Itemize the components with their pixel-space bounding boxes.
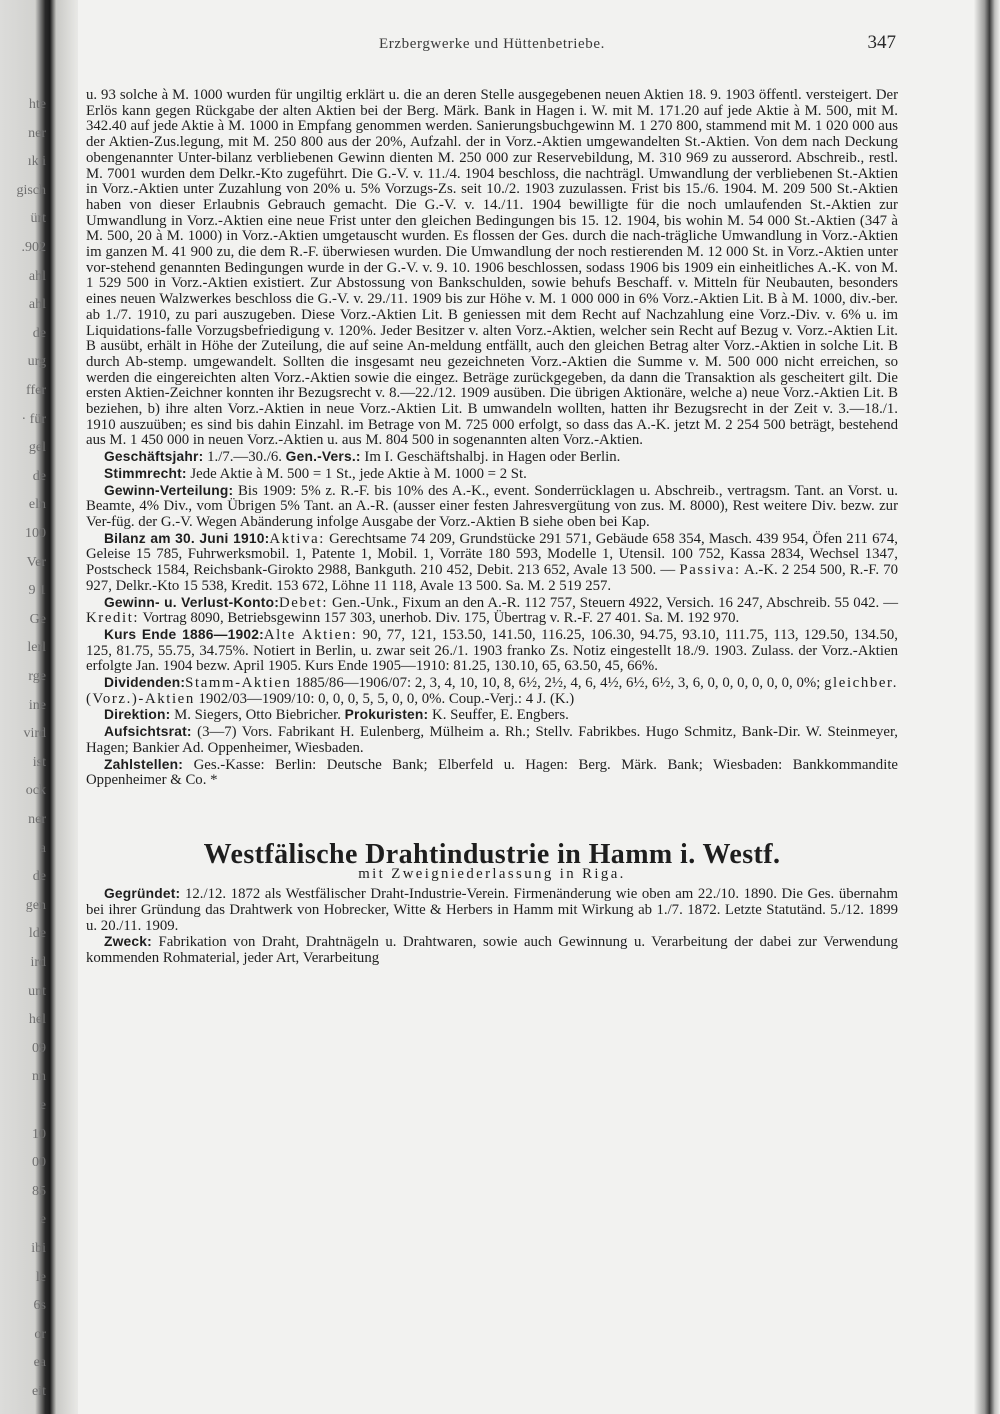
adjacent-page-fragment: 100 (25, 526, 46, 541)
section-lead: Prokuristen: (344, 707, 429, 723)
company-facts-new (86, 886, 898, 967)
adjacent-page-fragment: 00 (32, 1155, 46, 1171)
section-text: (3—7) Vors. Fabrikant H. Eulenberg, Mülheim a. Rh.; Stellv. Fabrikbes. Hugo Schmitz, Bank-Dir. W. Steinmeyer, Hagen; Bankier Ad. Oppenheimer, Wiesbaden. (86, 724, 898, 756)
adjacent-page-fragment: ahl (28, 268, 46, 284)
section-paragraph (86, 466, 898, 483)
adjacent-page-fragment: · für (21, 411, 46, 427)
adjacent-page-fragment: de (32, 325, 46, 341)
adjacent-page-fragment: ine (28, 697, 46, 713)
section-text: A.-K. 2 254 500, R.-F. 70 927, Delkr.-Kto 15 538, Kredit. 153 672, Löhne 11 118, Avale 13 500. Sa. M. 2 519 257. (86, 562, 898, 594)
section-paragraph (86, 707, 898, 724)
adjacent-page-fragment: ner (28, 125, 46, 141)
section-lead: Gewinn- u. Verlust-Konto: (104, 594, 279, 610)
section-lead: Direktion: (104, 707, 171, 723)
section-text: 1./7.—30./6. (203, 449, 286, 466)
adjacent-page-fragment: eln (28, 497, 46, 513)
adjacent-page-fragment: ık i (27, 154, 46, 170)
section-paragraph (86, 724, 898, 756)
section-lead: Aufsichtsrat: (104, 724, 192, 740)
section-spaced-label: Stamm-Aktien (185, 675, 292, 692)
section-lead: Dividenden: (104, 675, 186, 691)
adjacent-page-fragment: 09 (32, 1040, 46, 1056)
adjacent-page-fragment: Ge (29, 611, 46, 627)
section-lead: Zahlstellen: (104, 756, 184, 772)
adjacent-page-fragment: de (32, 869, 46, 885)
adjacent-page-fragment: lde (28, 926, 46, 942)
left-page-edge (0, 0, 78, 1414)
section-spaced-label: Aktiva: (269, 530, 325, 547)
section-paragraph (86, 483, 898, 531)
company-facts (86, 449, 898, 789)
right-page-edge (974, 0, 1000, 1414)
section-text: Gen.-Unk., Fixum an den A.-R. 112 757, Steuern 4922, Versich. 16 247, Abschreib. 55 042. — (328, 594, 898, 611)
section-text: Bis 1909: 5% z. R.-F. bis 10% des A.-K., event. Sonderrücklagen u. Abschreib., vertragsm. Tant. an Vorst. u. Beamte, 4% Div., vom Übrigen 5% Tant. an A.-R. (ausser einer festen Jahresvergütung von zus. M. 8000), Rest weitere Div. bezw. zur Ver-füg. der G.-V. Wegen Abänderung infolge Ausgabe der Vorz.-Aktien B siehe oben bei Kap. (86, 482, 898, 530)
section-spaced-label: Passiva: (679, 562, 741, 579)
section-lead: Zweck: (104, 934, 152, 950)
section-spaced-label: Alte Aktien: (263, 626, 358, 643)
section-paragraph (86, 595, 898, 627)
adjacent-page-fragment: 6s (33, 1298, 46, 1314)
section-text: Fabrikation von Draht, Drahtnägeln u. Drahtwaren, sowie auch Gewinnung u. Verarbeitung der dabei zur Verwendung kommenden Rohmaterial, jeder Art, Verarbeitung (86, 934, 898, 967)
running-head-title: Erzbergwerke und Hüttenbetriebe. (379, 36, 605, 52)
section-paragraph (86, 675, 898, 707)
adjacent-page-fragment: ffer (26, 383, 46, 398)
section-text: Jede Aktie à M. 500 = 1 St., jede Aktie à M. 1000 = 2 St. (186, 465, 527, 482)
adjacent-page-fragment: hel (28, 1012, 46, 1028)
section-lead: Gen.-Vers.: (285, 449, 361, 465)
adjacent-page-fragment: le (35, 1269, 46, 1285)
section-text: Ges.-Kasse: Berlin: Deutsche Bank; Elberfeld u. Hagen: Berg. Märk. Bank; Wiesbaden: Bankkommandite Oppenheimer & Co. * (86, 756, 898, 789)
adjacent-page-fragment: Ver (26, 554, 46, 570)
section-lead: Geschäftsjahr: (104, 449, 204, 465)
section-lead: Gegründet: (104, 886, 181, 902)
section-paragraph (86, 531, 898, 595)
adjacent-page-fragment: unt (28, 983, 46, 999)
section-lead: Stimmrecht: (104, 465, 187, 481)
section-text: 12./12. 1872 als Westfälischer Draht-Industrie-Verein. Firmenänderung wie oben am 22./10. 1890. Die Ges. übernahm bei ihrer Gründung das Drahtwerk von Hobrecker, Witte & Herbers in Hamm mit Wirkung ab 1./7. 1872. Letzte Statutänd. 5./12. 1899 u. 20./11. 1909. (86, 886, 898, 934)
adjacent-page-fragment: rge (28, 669, 46, 684)
section-text: Gerechtsame 74 209, Grundstücke 291 571, Gebäude 658 354, Masch. 439 954, Öfen 211 674, Geleise 15 785, Fuhrwerksmobil. 1, Patente 1, Mobil. 1, Vorräte 180 593, Modelle 1, Utensil. 100 752, Kassa 2834, Wechsel 1347, Postscheck 1584, Reichsbank-Girokto 2988, Bankguth. 210 452, Debit. 213 652, Avale 13 500. — (86, 530, 898, 579)
adjacent-page-fragment: e (39, 1212, 46, 1228)
section-lead: Kurs Ende 1886—1902: (104, 626, 264, 642)
section-text: 90, 77, 121, 153.50, 141.50, 116.25, 106.30, 94.75, 93.10, 111.75, 113, 129.50, 134.50, 125, 81.75, 55.75, 34.75%. Notiert in Berlin, u. zwar seit 26./1. 1903 franko Zs. Notiz eingestellt 18./9. 1903. Zulass. der Vorz.-Aktien erfolgte Jan. 1904 bezw. April 1905. Kurs Ende 1905—1910: 81.25, 130.10, 65, 63.50, 45, 66%. (86, 626, 898, 675)
section-text: Vortrag 8090, Betriebsgewinn 157 303, unerhob. Div. 175, Übertrag v. R.-F. 27 401. Sa. M. 192 970. (139, 610, 740, 627)
section-spaced-label: gleichber. (Vorz.)-Aktien (86, 675, 898, 707)
adjacent-page-fragment: eit (32, 1384, 46, 1399)
section-lead: Gewinn-Verteilung: (104, 482, 234, 498)
adjacent-page-fragment: hte (28, 97, 46, 112)
adjacent-page-fragment: ird (30, 955, 46, 970)
adjacent-page-fragment: vird (23, 726, 46, 742)
adjacent-page-fragment: ürt (30, 211, 46, 227)
adjacent-page-fragment: gisch (16, 182, 46, 198)
adjacent-page-fragment: ner (28, 812, 46, 827)
adjacent-page-fragment: ibi (31, 1241, 46, 1256)
adjacent-page-fragment: ist (32, 754, 46, 770)
adjacent-page-fragment: a (39, 840, 46, 856)
section-paragraph (86, 449, 898, 466)
document-page (86, 28, 898, 1408)
adjacent-page-fragment: 9 1 (28, 583, 46, 599)
adjacent-page-fragment: ahl (28, 297, 46, 313)
adjacent-page-fragment: de (32, 468, 46, 484)
adjacent-page-fragment: e (39, 1098, 46, 1113)
section-text: 1902/03—1909/10: 0, 0, 0, 5, 5, 0, 0, 0%. Coup.-Verj.: 4 J. (K.) (194, 690, 575, 707)
section-lead: Bilanz am 30. Juni 1910: (104, 530, 270, 546)
adjacent-page-fragment: gel (28, 440, 46, 456)
adjacent-page-fragment: ock (25, 783, 46, 799)
adjacent-page-fragment: urg (27, 354, 46, 370)
adjacent-page-fragment: nn (32, 1069, 46, 1085)
article-body (86, 88, 898, 967)
section-text: M. Siegers, Otto Biebricher. (170, 707, 345, 724)
running-head (86, 28, 898, 62)
section-spaced-label: Debet: (279, 594, 329, 611)
section-spaced-label: Kredit: (86, 610, 140, 627)
section-text: Im I. Geschäftshalbj. in Hagen oder Berlin. (360, 449, 621, 466)
adjacent-page-fragment: or (34, 1326, 46, 1342)
section-text: K. Seuffer, E. Engbers. (428, 707, 569, 724)
adjacent-page-fragment: ea (33, 1355, 46, 1371)
adjacent-page-fragment: lerl (27, 640, 46, 656)
adjacent-page-fragment: gen (25, 897, 46, 913)
company-heading: Westfälische Drahtindustrie in Hamm i. Westf. (203, 838, 781, 870)
section-paragraph (86, 886, 898, 934)
continuation-paragraph: u. 93 solche à M. 1000 wurden für ungiltig erklärt u. die an deren Stelle ausgegebenen neuen Aktien 18. 9. 1903 öffentl. versteigert. Der Erlös kann gegen Rückgabe der alten Aktien bei der Berg. Märk. Bank in Hagen i. W. mit M. 171.20 auf jede Aktie à M. 500, mit M. 342.40 auf jede Aktie à M. 1000 in Empfang genommen werden. Sanierungsbuchgewinn M. 1 270 800, stammend mit M. 1 020 000 aus der Aktien-Zus.legung, mit M. 250 800 aus der 20%, Aufzahl. der in Vorz.-Aktien umgewandelten St.-Aktien. Von dem nach Deckung obengenannter Unter-bilanz verbliebenen Gewinn dienten M. 250 000 zur Reservebildung, M. 310 969 zu ausserord. Abschreib., restl. M. 7001 wurden dem Delkr.-Kto zugeführt. Die G.-V. v. 11./4. 1904 beschloss, die nachträgl. Umwandlung der verbliebenen St.-Aktien in Vorz.-Aktien unter Zuzahlung von 20% u. 5% Vorzugs-Zs. seit 10./2. 1903 zuzulassen. Frist bis 15./6. 1904. M. 209 500 St.-Aktien haben von dieser Erlaubnis Gebrauch gemacht. Die G.-V. v. 14./11. 1904 bewilligte für die noch umlaufenden St.-Aktien zur Umwandlung in Vorz.-Aktien eine neue Frist unter den gleichen Bedingungen bis 15. 12. 1904, bis wohin M. 54 000 St.-Aktien (347 à M. 500, 20 à M. 1000) in Vorz.-Aktien umgetauscht wurden. Es flossen der Ges. durch die nach-trägliche Umwandlung in Vorz.-Aktien im ganzen M. 41 900 zu, die dem R.-F. überwiesen wurden. Die Umwandlung der noch restierenden M. 12 000 St. in Vorz.-Aktien unter vor-stehend genannten Bedingungen wurde in der G.-V. v. 9. 10. 1906 beschlossen, sodass 1906 bis 1909 ein einheitliches A.-K. von M. 1 529 500 in Vorz.-Aktien existiert. Zur Abstossung von Bankschulden, sowie behufs Beschaff. v. Mitteln für Neubauten, besonders eines neuen Walzwerkes beschloss die G.-V. v. 29./11. 1909 bis zur Höhe v. M. 1 000 000 in 6% Vorz.-Aktien Lit. B à M. 1000, div.-ber. ab 1./7. 1910, zu pari auszugeben. Diese Vorz.-Aktien Lit. B geniessen mit dem Recht auf Nachzahlung eine Vorz.-Div. v. 6% u. im Liquidations-falle Vorzugsbefriedigung v. 120%. Jeder Besitzer v. alten Vorz.-Aktien, welcher sein Recht auf Bezug v. Vorz.-Aktien Lit. B ausübt, erhält in Höhe der Zuteilung, die auf seine An-meldung entfällt, auch den gleichen Betrag alter Vorz.-Aktien in solche Lit. B durch Ab-stemp. umgewandelt. Sollten die insgesamt neu gezeichneten Vorz.-Aktien die Summe v. M. 500 000 nicht erreichen, so werden die eingereichten alten Vorz.-Aktien sowie die eingez. Beträge zurückgegeben, da dann die Transaktion als gescheitert gilt. Die ersten Aktien-Zeichner konnten ihr Bezugsrecht v. 8.—22./12. 1909 ausüben. Die übrigen Aktionäre, welche a) neue Vorz.-Aktien Lit. B beziehen, b) ihre alten Vorz.-Aktien in neue Vorz.-Aktien Lit. B umwandeln wollten, hatten ihr Bezugsrecht in der Zeit v. 3.—18./1. 1910 auszuüben; es sind bis dahin Einzahl. im Betrage von M. 725 000 erfolgt, so dass das A.-K. jetzt M. 2 254 500 beträgt, bestehend aus M. 1 450 000 in neuen Vorz.-Aktien u. aus M. 804 500 in sogenannten alten Vorz.-Aktien. (86, 87, 898, 449)
section-text: 1885/86—1906/07: 2, 3, 4, 10, 10, 8, 6½, 2½, 4, 6, 4½, 6½, 6½, 3, 6, 0, 0, 0, 0, 0, 0, 0%; (291, 675, 825, 692)
section-paragraph (86, 757, 898, 789)
section-paragraph (86, 627, 898, 675)
adjacent-page-fragment: 10 (32, 1126, 46, 1142)
company-subheading: mit Zweigniederlassung in Riga. (358, 865, 626, 882)
page-number: 347 (867, 32, 896, 53)
adjacent-page-fragment: .902 (21, 240, 46, 255)
adjacent-page-fragment: 85 (32, 1183, 46, 1199)
section-paragraph (86, 934, 898, 966)
